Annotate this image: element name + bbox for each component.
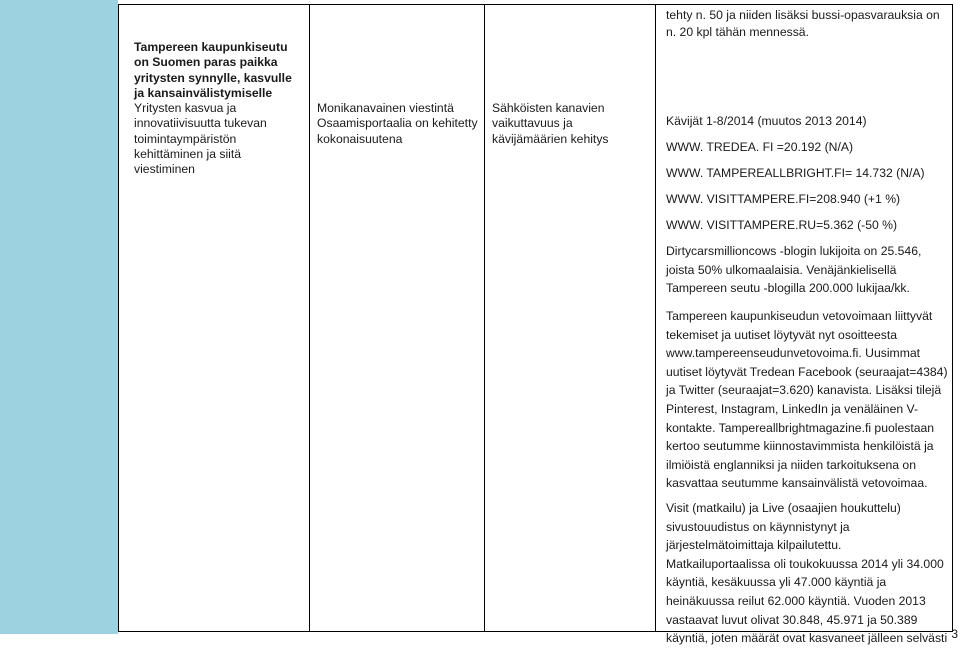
table-cell-actions [310,5,485,632]
table-cell-metric [485,5,656,632]
visit-text: Visit (matkailu) ja Live (osaajien houkuttelu) sivustouudistus on käynnistynyt ja järjestelmätoimittaja kilpailutettu. Matkailuportaalissa oli toukokuussa 2014 yli 34.000 käyntiä, kesäkuussa yli 47.000 käyntiä ja heinäkuussa reilut 62.000 käyntiä. Vuoden 2013 vastaavat luvut olivat 30.848, 45.971 ja 50.389 käyntiä, joten määrät ovat kasvaneet jälleen selvästi [666,501,948,646]
goal-description: Yritysten kasvua ja innovatiivisuutta tukevan toimintaympäristön kehittäminen ja siitä viestiminen [134,101,267,177]
stat-visittampere-fi: WWW. VISITTAMPERE.FI=208.940 (+1 %) [666,192,901,206]
intro-text: tehty n. 50 ja niiden lisäksi bussi-opasvarauksia on n. 20 kpl tähän mennessä. [666,8,940,39]
metric-text: Sähköisten kanavien vaikuttavuus ja kävijämäärien kehitys [492,101,609,146]
news-text: Tampereen kaupunkiseudun vetovoimaan liittyvät tekemiset ja uutiset löytyvät nyt osoitteesta www.tampereenseudunvetovoima.fi. Uusimmat uutiset löytyvät Tredean Facebook (seuraajat=4384) ja Twitter (seuraajat=3.620) kanavista. Lisäksi tilejä Pinterest, Instagram, LinkedIn ja venäläinen V-kontakte. Tampereallbrightmagazine.fi puolestaan kertoo seutumme kiinnostavimmista henkilöistä ja ilmiöistä englanniksi ja niiden tarkoituksena on kasvattaa seutumme kansainvälistä vetovoimaa. [666,309,948,491]
blog-text: Dirtycarsmillioncows -blogin lukijoita on 25.546, joista 50% ulkomaalaisia. Venäjänkielisellä Tampereen seutu -blogilla 200.000 lukijaa/kk. [666,244,922,296]
stat-visittampere-ru: WWW. VISITTAMPERE.RU=5.362 (-50 %) [666,218,898,232]
visitors-heading: Kävijät 1-8/2014 (muutos 2013 2014) [666,114,867,128]
actions-line-2: Osaamisportaalia on kehitetty kokonaisuutena [317,116,478,146]
table-cell-goal [119,5,310,632]
table-cell-results [656,5,953,646]
goal-heading: Tampereen kaupunkiseutu on Suomen paras paikka yritysten synnylle, kasvulle ja kansainvälistymiselle [134,40,292,100]
page-number: 3 [951,627,958,641]
stat-tredea: WWW. TREDEA. FI =20.192 (N/A) [666,140,854,154]
accent-bar [0,0,118,634]
content-table [118,4,953,646]
actions-line-1: Monikanavainen viestintä [317,101,454,115]
stat-tampereallbright: WWW. TAMPEREALLBRIGHT.FI= 14.732 (N/A) [666,166,925,180]
